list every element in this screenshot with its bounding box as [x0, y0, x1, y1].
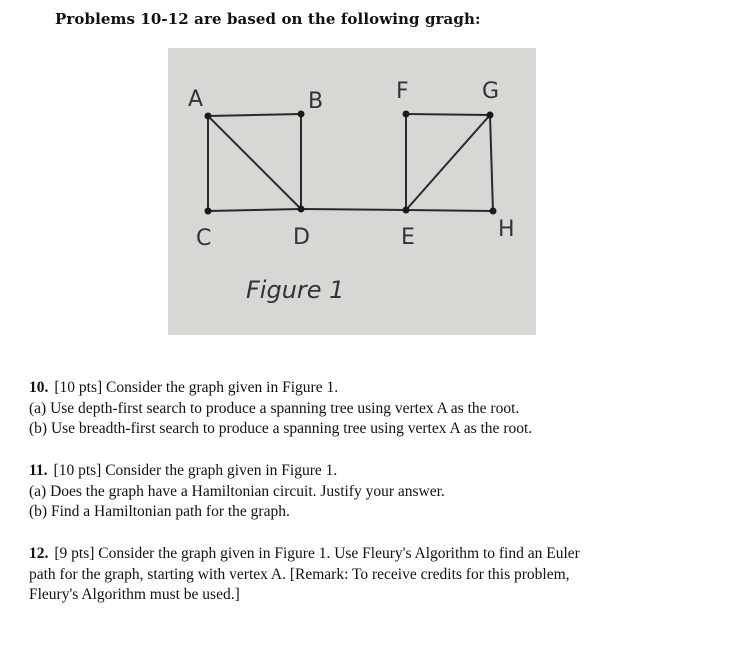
problem-points: [9 pts] [54, 545, 95, 562]
problem-points: [10 pts] [54, 379, 103, 396]
problem-part: path for the graph, starting with vertex A. [Remark: To receive credits for this problem, [29, 565, 570, 583]
figure-1-photo [168, 48, 536, 335]
problem-part: (a) Does the graph have a Hamiltonian circuit. Justify your answer. [29, 482, 445, 500]
graph-vertex-D [298, 206, 305, 213]
graph-vertex-H [490, 208, 497, 215]
problem-number: 10. [29, 379, 49, 396]
vertex-label-D: D [293, 225, 310, 250]
graph-vertex-F [403, 111, 410, 118]
graph-figure [168, 48, 536, 335]
problem-number: 11. [29, 462, 48, 479]
graph-edge-AD [208, 116, 301, 209]
problem-10 [29, 378, 719, 440]
vertex-label-C: C [196, 226, 212, 251]
vertex-label-H: H [498, 217, 515, 242]
problem-12 [29, 544, 719, 606]
graph-edge-EH [406, 210, 493, 211]
graph-edge-CD [208, 209, 301, 211]
graph-vertex-A [205, 113, 212, 120]
vertex-label-A: A [188, 87, 204, 112]
problem-11 [29, 461, 719, 523]
problem-intro: Consider the graph given in Figure 1. Use Fleury's Algorithm to find an Euler [98, 545, 580, 562]
graph-vertex-C [205, 208, 212, 215]
figure-caption: Figure 1 [246, 276, 345, 304]
problem-part: Fleury's Algorithm must be used.] [29, 586, 240, 603]
graph-vertex-G [487, 112, 494, 119]
problem-points: [10 pts] [53, 462, 102, 479]
problem-part: (a) Use depth-first search to produce a spanning tree using vertex A as the root. [29, 399, 520, 417]
vertex-label-E: E [401, 225, 415, 250]
graph-vertex-B [298, 111, 305, 118]
graph-edge-DE [301, 209, 406, 210]
problem-part: (b) Use breadth-first search to produce a spanning tree using vertex A as the root. [29, 420, 533, 437]
problem-intro: Consider the graph given in Figure 1. [105, 462, 338, 479]
graph-edge-EG [406, 115, 490, 210]
graph-vertex-E [403, 207, 410, 214]
graph-edge-GH [490, 115, 493, 211]
problem-part: (b) Find a Hamiltonian path for the graph. [29, 503, 290, 520]
page-heading: Problems 10-12 are based on the following gragh: [55, 10, 481, 28]
vertex-label-G: G [482, 79, 500, 104]
vertex-label-F: F [396, 79, 409, 104]
graph-edge-AB [208, 114, 301, 116]
graph-edge-FG [406, 114, 490, 115]
vertex-label-B: B [308, 89, 324, 114]
problem-intro: Consider the graph given in Figure 1. [106, 379, 339, 396]
problem-number: 12. [29, 545, 49, 562]
